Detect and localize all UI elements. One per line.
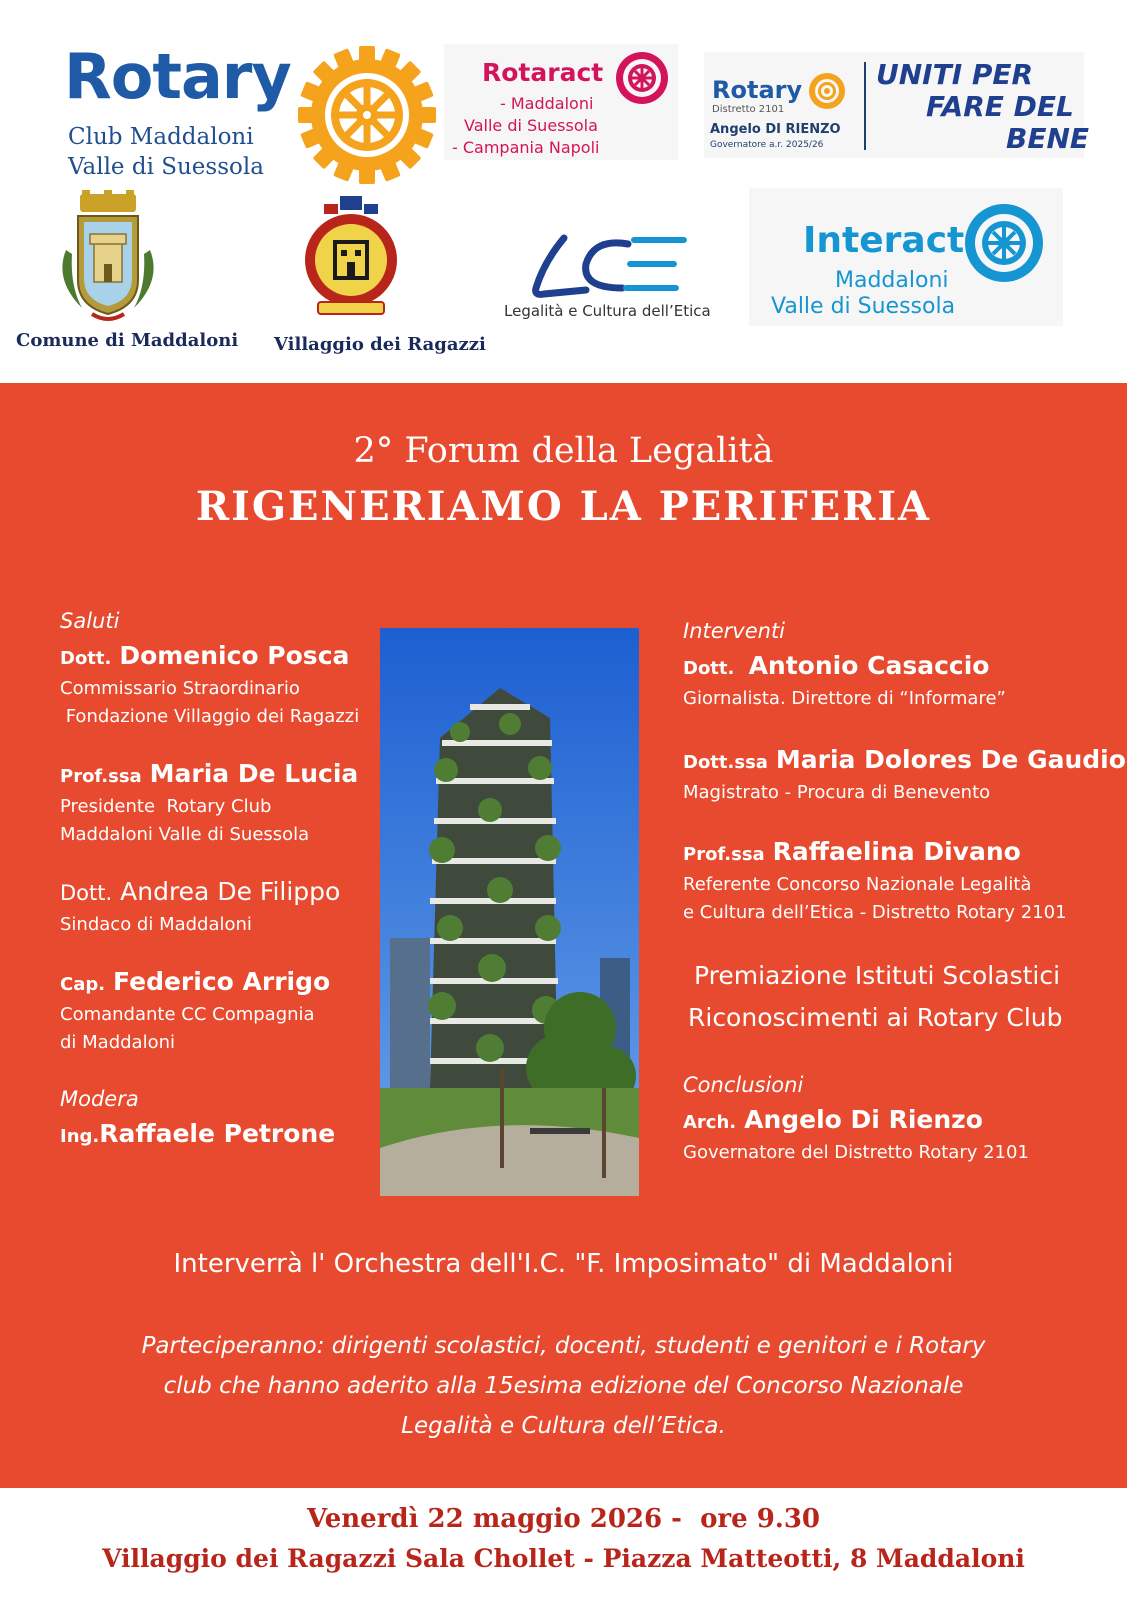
speaker-name: Raffaele Petrone — [99, 1119, 336, 1148]
district-divider — [864, 62, 866, 150]
program-panel — [0, 383, 1127, 1488]
rotaract-line1: - Maddaloni — [500, 94, 594, 113]
district-wheel-icon — [808, 72, 846, 110]
rotary-wordmark: Rotary — [64, 40, 291, 113]
saluti-label: Saluti — [60, 609, 120, 633]
speaker-name: Antonio Casaccio — [748, 651, 990, 680]
villaggio-emblem-icon — [300, 194, 402, 324]
speaker-name: Federico Arrigo — [113, 967, 331, 996]
conclusioni-label: Conclusioni — [683, 1073, 804, 1097]
rotaract-wordmark: Rotaract — [482, 58, 604, 87]
interact-line2: Valle di Suessola — [771, 294, 956, 319]
district-rotary-wordmark: Rotary — [712, 76, 803, 104]
speaker-role: Governatore del Distretto Rotary 2101 — [683, 1142, 1029, 1163]
modera-label: Modera — [60, 1087, 139, 1111]
speaker-role: di Maddaloni — [60, 1032, 176, 1053]
speaker-role: Magistrato - Procura di Benevento — [683, 782, 991, 803]
speaker-di-rienzo — [683, 1105, 983, 1134]
rotaract-wheel-icon — [614, 50, 670, 106]
district-number: Distretto 2101 — [712, 104, 785, 115]
speaker-title: Dott. — [683, 658, 741, 679]
event-date: Venerdì 22 maggio 2026 - ore 9.30 — [306, 1504, 821, 1534]
speaker-role: Referente Concorso Nazionale Legalità — [683, 874, 1032, 895]
speaker-name: Angelo Di Rienzo — [744, 1105, 983, 1134]
rotaract-logo — [444, 44, 678, 160]
speaker-posca — [60, 641, 349, 670]
moderator-petrone — [60, 1119, 335, 1148]
speaker-casaccio — [683, 651, 989, 680]
premiazione-line2: Riconoscimenti ai Rotary Club — [688, 1003, 1063, 1032]
speaker-arrigo — [60, 967, 330, 996]
speaker-title: Ing. — [60, 1126, 100, 1147]
participants-line2: club che hanno aderito alla 15esima edizione del Concorso Nazionale — [163, 1373, 964, 1399]
speaker-divano — [683, 837, 1021, 866]
speaker-de-gaudio — [683, 745, 1126, 774]
rotaract-line3: - Campania Napoli — [452, 138, 600, 157]
interventi-label: Interventi — [683, 619, 786, 643]
lce-logo-icon — [524, 232, 688, 302]
rotaract-line2: Valle di Suessola — [464, 116, 598, 135]
speaker-role: Presidente Rotary Club — [60, 796, 272, 817]
speaker-role: Fondazione Villaggio dei Ragazzi — [60, 706, 360, 727]
lce-caption: Legalità e Cultura dell’Etica — [504, 302, 711, 320]
speaker-role: e Cultura dell’Etica - Distretto Rotary 2101 — [683, 902, 1067, 923]
speaker-role: Giornalista. Direttore di “Informare” — [683, 688, 1006, 709]
governor-role: Governatore a.r. 2025/26 — [710, 140, 824, 150]
premiazione-line1: Premiazione Istituti Scolastici — [694, 961, 1061, 990]
forum-subtitle: RIGENERIAMO LA PERIFERIA — [195, 483, 932, 530]
participants-line3: Legalità e Cultura dell’Etica. — [401, 1413, 726, 1439]
district-logo — [704, 52, 1090, 158]
speaker-name: Maria Dolores De Gaudio — [775, 745, 1126, 774]
speaker-title: Cap. — [60, 974, 106, 995]
speaker-de-lucia — [60, 759, 358, 788]
event-venue: Villaggio dei Ragazzi Sala Chollet - Piazza Matteotti, 8 Maddaloni — [102, 1544, 1025, 1573]
speaker-role: Sindaco di Maddaloni — [60, 914, 252, 935]
event-footer — [0, 1488, 1127, 1600]
speaker-title: Arch. — [683, 1112, 737, 1133]
interact-wordmark: Interact — [803, 220, 965, 261]
speaker-name: Domenico Posca — [119, 641, 350, 670]
speaker-role: Comandante CC Compagnia — [60, 1004, 315, 1025]
rotary-club-logo — [62, 40, 292, 190]
speaker-title: Dott.ssa — [683, 752, 768, 773]
comune-caption: Comune di Maddaloni — [16, 330, 239, 351]
slogan-line2: FARE DEL — [926, 90, 1074, 123]
interact-wheel-icon — [963, 202, 1045, 284]
slogan-line3: BENE — [1006, 122, 1090, 155]
speaker-title: Dott. — [60, 881, 113, 905]
rotary-club-line2: Valle di Suessola — [68, 154, 264, 180]
speaker-de-filippo — [60, 877, 340, 906]
interact-line1: Maddaloni — [835, 268, 949, 293]
participants-line1: Parteciperanno: dirigenti scolastici, docenti, studenti e genitori e i Rotary — [141, 1333, 986, 1359]
logo-header — [0, 0, 1127, 383]
speaker-title: Dott. — [60, 648, 112, 669]
speaker-title: Prof.ssa — [683, 844, 765, 865]
rotary-wheel-icon — [296, 44, 438, 186]
governor-name: Angelo DI RIENZO — [710, 122, 841, 137]
interact-logo — [749, 188, 1063, 326]
slogan-line1: UNITI PER — [876, 58, 1034, 91]
speaker-title: Prof.ssa — [60, 766, 142, 787]
speaker-role: Commissario Straordinario — [60, 678, 300, 699]
speaker-name: Andrea De Filippo — [120, 877, 341, 906]
comune-crest-icon — [52, 190, 164, 324]
villaggio-caption: Villaggio dei Ragazzi — [274, 334, 486, 355]
orchestra-note: Interverrà l' Orchestra dell'I.C. "F. Imposimato" di Maddaloni — [173, 1249, 954, 1279]
rotary-club-line1: Club Maddaloni — [68, 124, 254, 150]
speaker-role: Maddaloni Valle di Suessola — [60, 824, 310, 845]
speaker-name: Maria De Lucia — [149, 759, 359, 788]
forum-title: 2° Forum della Legalità — [353, 431, 774, 471]
vertical-forest-photo — [380, 628, 639, 1196]
speaker-name: Raffaelina Divano — [772, 837, 1021, 866]
